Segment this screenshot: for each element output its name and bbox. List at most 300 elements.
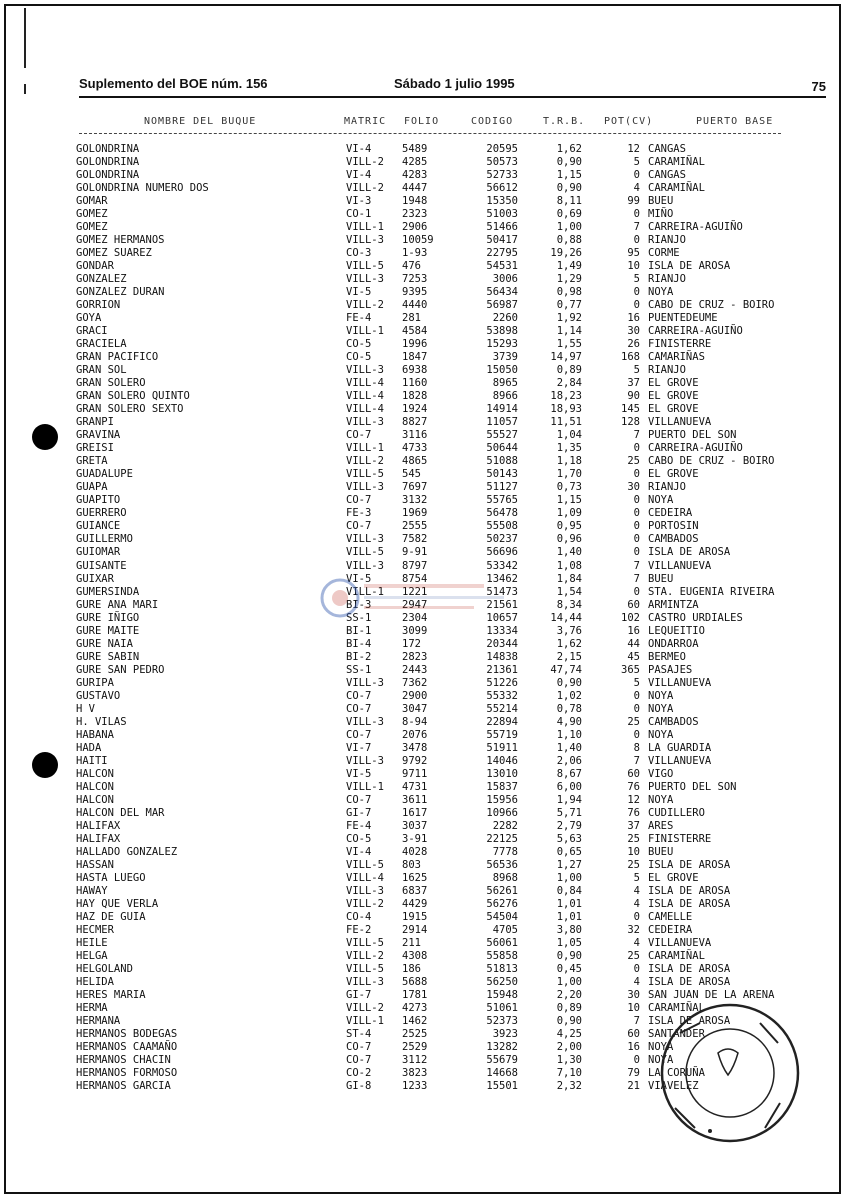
vessel-name: HAY QUE VERLA [76, 897, 159, 910]
codigo: 56987 [486, 299, 518, 312]
codigo: 51088 [486, 455, 518, 468]
vessel-name: GREISI [76, 442, 114, 455]
puerto-base: VIGO [648, 767, 674, 780]
folio: 1-93 [402, 247, 428, 260]
table-row [0, 260, 847, 273]
folio: 9395 [402, 286, 428, 299]
official-seal-stamp [640, 993, 800, 1153]
pot-cv: 0 [633, 533, 640, 546]
trb: 2,06 [556, 754, 582, 767]
trb: 1,35 [556, 442, 582, 455]
folio: 2443 [402, 663, 428, 676]
trb: 1,54 [556, 585, 582, 598]
puerto-base: NOYA [648, 494, 674, 507]
trb: 0,84 [556, 884, 582, 897]
puerto-base: CARAMIÑAL [648, 156, 705, 169]
matric: VILL-3 [346, 976, 384, 988]
table-row [0, 429, 847, 442]
codigo: 56261 [486, 884, 518, 897]
vessel-name: HERMANA [76, 1015, 121, 1028]
trb: 2,84 [556, 377, 582, 390]
vessel-name: GORRION [76, 299, 121, 312]
codigo: 15501 [486, 1080, 518, 1093]
vessel-name: GUADALUPE [76, 468, 133, 481]
folio: 2323 [402, 208, 428, 221]
folio: 1617 [402, 806, 428, 819]
puerto-base: PUERTO DEL SON [648, 429, 737, 442]
pot-cv: 5 [633, 364, 640, 377]
matric: CO-3 [346, 247, 372, 260]
pot-cv: 25 [627, 949, 640, 962]
pot-cv: 12 [627, 793, 640, 806]
folio: 3132 [402, 494, 428, 507]
table-row [0, 638, 847, 651]
folio: 172 [402, 637, 421, 650]
codigo: 15293 [486, 338, 518, 351]
matric: CO-7 [346, 1041, 372, 1054]
vessel-name: GUIXAR [76, 572, 114, 585]
table-row [0, 247, 847, 260]
vessel-name: GOMEZ [76, 221, 108, 234]
pot-cv: 30 [627, 325, 640, 338]
trb: 8,11 [556, 195, 582, 208]
puerto-base: SANTANDER [648, 1028, 705, 1041]
codigo: 55332 [486, 689, 518, 702]
vessel-name: GOLONDRINA NUMERO DOS [76, 182, 209, 195]
trb: 2,32 [556, 1080, 582, 1093]
watermark-logo [318, 559, 518, 632]
folio: 4273 [402, 1002, 428, 1015]
puerto-base: PASAJES [648, 663, 693, 676]
codigo: 56612 [486, 182, 518, 195]
vessel-name: GURIPA [76, 676, 114, 689]
folio: 9792 [402, 754, 428, 767]
trb: 8,67 [556, 767, 582, 780]
matric: VILL-5 [346, 546, 384, 559]
codigo: 53898 [486, 325, 518, 338]
codigo: 53342 [486, 559, 518, 572]
trb: 1,04 [556, 429, 582, 442]
vessel-name: HAWAY [76, 884, 108, 897]
matric: CO-7 [346, 728, 372, 741]
pot-cv: 128 [621, 416, 640, 429]
codigo: 8966 [492, 390, 518, 403]
folio: 9711 [402, 767, 428, 780]
trb: 1,70 [556, 468, 582, 481]
codigo: 50237 [486, 533, 518, 546]
folio: 8827 [402, 416, 428, 429]
codigo: 55719 [486, 728, 518, 741]
pot-cv: 0 [633, 494, 640, 507]
pot-cv: 102 [621, 611, 640, 624]
matric: VILL-1 [346, 1015, 384, 1028]
folio: 8797 [402, 559, 428, 572]
matric: VI-5 [346, 286, 372, 299]
codigo: 7778 [492, 845, 518, 858]
pot-cv: 60 [627, 767, 640, 780]
folio: 4028 [402, 845, 428, 858]
folio: 211 [402, 936, 421, 949]
matric: VILL-4 [346, 377, 384, 390]
pot-cv: 0 [633, 546, 640, 559]
vessel-name: GRACI [76, 325, 108, 338]
vessel-name: HADA [76, 741, 102, 754]
trb: 2,00 [556, 1041, 582, 1054]
vessel-name: GONZALEZ DURAN [76, 286, 165, 299]
scan-artifact [24, 84, 26, 94]
vessel-name: GUMERSINDA [76, 585, 140, 598]
matric: FE-3 [346, 507, 372, 520]
trb: 1,00 [556, 871, 582, 884]
codigo: 15050 [486, 364, 518, 377]
folio: 2304 [402, 611, 428, 624]
matric: VILL-5 [346, 858, 384, 871]
vessel-name: GUIOMAR [76, 546, 121, 559]
puerto-base: EL GROVE [648, 468, 699, 481]
trb: 1,14 [556, 325, 582, 338]
puerto-base: ISLA DE AROSA [648, 962, 731, 975]
table-row [0, 651, 847, 664]
folio: 4308 [402, 949, 428, 962]
puerto-base: BUEU [648, 195, 674, 208]
matric: VILL-4 [346, 871, 384, 884]
col-codigo: CODIGO [471, 116, 514, 127]
puerto-base: ISLA DE AROSA [648, 858, 731, 871]
folio: 7582 [402, 533, 428, 546]
matric: VILL-5 [346, 260, 384, 273]
matric: VILL-5 [346, 962, 384, 975]
folio: 1847 [402, 351, 428, 364]
puerto-base: NOYA [648, 286, 674, 299]
matric: VILL-2 [346, 455, 384, 468]
puerto-base: CEDEIRA [648, 923, 693, 936]
matric: VI-4 [346, 169, 372, 182]
table-row [0, 846, 847, 859]
trb: 1,30 [556, 1054, 582, 1067]
trb: 3,76 [556, 624, 582, 637]
pot-cv: 0 [633, 702, 640, 715]
table-row [0, 690, 847, 703]
pot-cv: 25 [627, 455, 640, 468]
puerto-base: NOYA [648, 1054, 674, 1067]
codigo: 2260 [492, 312, 518, 325]
folio: 545 [402, 468, 421, 481]
matric: VI-5 [346, 767, 372, 780]
trb: 0,65 [556, 845, 582, 858]
pot-cv: 8 [633, 741, 640, 754]
codigo: 22125 [486, 832, 518, 845]
pot-cv: 5 [633, 156, 640, 169]
puerto-base: NOYA [648, 689, 674, 702]
codigo: 56276 [486, 897, 518, 910]
trb: 0,90 [556, 949, 582, 962]
pot-cv: 4 [633, 884, 640, 897]
pot-cv: 44 [627, 637, 640, 650]
folio: 9-91 [402, 546, 428, 559]
codigo: 54531 [486, 260, 518, 273]
pot-cv: 168 [621, 351, 640, 364]
table-row [0, 182, 847, 195]
folio: 803 [402, 858, 421, 871]
folio: 3116 [402, 429, 428, 442]
puerto-base: LEQUEITIO [648, 624, 705, 637]
table-row [0, 351, 847, 364]
codigo: 55508 [486, 520, 518, 533]
puerto-base: RIANJO [648, 481, 686, 494]
puerto-base: CANGAS [648, 169, 686, 182]
matric: GI-7 [346, 806, 372, 819]
matric: CO-5 [346, 832, 372, 845]
codigo: 22795 [486, 247, 518, 260]
pot-cv: 0 [633, 234, 640, 247]
pot-cv: 7 [633, 429, 640, 442]
matric: VILL-1 [346, 442, 384, 455]
codigo: 50417 [486, 234, 518, 247]
trb: 1,18 [556, 455, 582, 468]
codigo: 56696 [486, 546, 518, 559]
matric: CO-4 [346, 910, 372, 923]
codigo: 13010 [486, 767, 518, 780]
puerto-base: CARAMIÑAL [648, 1002, 705, 1015]
trb: 1,09 [556, 507, 582, 520]
puerto-base: NOYA [648, 1041, 674, 1054]
vessel-name: GURE SABIN [76, 650, 140, 663]
vessel-name: HALCON [76, 793, 114, 806]
folio: 2906 [402, 221, 428, 234]
matric: FE-2 [346, 923, 372, 936]
trb: 47,74 [550, 663, 582, 676]
codigo: 10657 [486, 611, 518, 624]
vessel-name: GUILLERMO [76, 533, 133, 546]
trb: 4,25 [556, 1028, 582, 1041]
vessel-name: GURE SAN PEDRO [76, 663, 165, 676]
matric: VILL-3 [346, 416, 384, 429]
folio: 1828 [402, 390, 428, 403]
vessel-name: GURE IÑIGO [76, 611, 140, 624]
trb: 0,73 [556, 481, 582, 494]
vessel-name: GOMAR [76, 195, 108, 208]
table-row [0, 937, 847, 950]
puerto-base: LA GUARDIA [648, 741, 712, 754]
codigo: 10966 [486, 806, 518, 819]
puerto-base: PUERTO DEL SON [648, 780, 737, 793]
trb: 1,27 [556, 858, 582, 871]
matric: CO-7 [346, 429, 372, 442]
codigo: 56478 [486, 507, 518, 520]
folio: 5489 [402, 143, 428, 155]
col-folio: FOLIO [404, 116, 440, 127]
matric: CO-1 [346, 208, 372, 221]
puerto-base: VIAVELEZ [648, 1080, 699, 1093]
puerto-base: FINISTERRE [648, 338, 712, 351]
table-row [0, 950, 847, 963]
vessel-name: GRAN SOL [76, 364, 127, 377]
folio: 3611 [402, 793, 428, 806]
folio: 4429 [402, 897, 428, 910]
pot-cv: 0 [633, 520, 640, 533]
vessel-name: HALCON [76, 767, 114, 780]
codigo: 21561 [486, 598, 518, 611]
table-row [0, 169, 847, 182]
codigo: 51466 [486, 221, 518, 234]
matric: GI-7 [346, 989, 372, 1002]
pot-cv: 7 [633, 559, 640, 572]
table-row [0, 507, 847, 520]
vessel-name: HERMANOS CHACIN [76, 1054, 171, 1067]
codigo: 15948 [486, 989, 518, 1002]
pot-cv: 4 [633, 976, 640, 988]
vessel-name: GOMEZ [76, 208, 108, 221]
matric: VILL-1 [346, 325, 384, 338]
trb: 0,77 [556, 299, 582, 312]
trb: 0,90 [556, 1015, 582, 1028]
trb: 0,90 [556, 182, 582, 195]
table-row [0, 494, 847, 507]
vessel-name: HECMER [76, 923, 114, 936]
folio: 4731 [402, 780, 428, 793]
codigo: 50143 [486, 468, 518, 481]
trb: 19,26 [550, 247, 582, 260]
vessel-name: HALLADO GONZALEZ [76, 845, 178, 858]
trb: 14,97 [550, 351, 582, 364]
trb: 0,88 [556, 234, 582, 247]
puerto-base: VILLANUEVA [648, 754, 712, 767]
vessel-name: HERMANOS GARCIA [76, 1080, 171, 1093]
vessel-name: GUAPA [76, 481, 108, 494]
trb: 1,15 [556, 169, 582, 182]
puerto-base: ISLA DE AROSA [648, 260, 731, 273]
puerto-base: STA. EUGENIA RIVEIRA [648, 585, 775, 598]
trb: 2,79 [556, 819, 582, 832]
puerto-base: MIÑO [648, 208, 674, 221]
vessel-name: GUAPITO [76, 494, 121, 507]
pot-cv: 0 [633, 728, 640, 741]
pot-cv: 32 [627, 923, 640, 936]
table-row [0, 807, 847, 820]
codigo: 8968 [492, 871, 518, 884]
vessel-name: HELGOLAND [76, 962, 133, 975]
matric: CO-7 [346, 702, 372, 715]
puerto-base: CANGAS [648, 143, 686, 155]
vessel-name: HERMANOS FORMOSO [76, 1067, 178, 1080]
table-row [0, 286, 847, 299]
vessel-name: GURE MAITE [76, 624, 140, 637]
table-row [0, 377, 847, 390]
puerto-base: EL GROVE [648, 390, 699, 403]
trb: 4,90 [556, 715, 582, 728]
matric: VILL-2 [346, 182, 384, 195]
vessel-name: GUERRERO [76, 507, 127, 520]
folio: 476 [402, 260, 421, 273]
folio: 1462 [402, 1015, 428, 1028]
folio: 1996 [402, 338, 428, 351]
table-row [0, 234, 847, 247]
vessel-name: HELGA [76, 949, 108, 962]
matric: CO-7 [346, 689, 372, 702]
puerto-base: NOYA [648, 728, 674, 741]
pot-cv: 7 [633, 221, 640, 234]
codigo: 51061 [486, 1002, 518, 1015]
pot-cv: 90 [627, 390, 640, 403]
table-row [0, 468, 847, 481]
pot-cv: 30 [627, 481, 640, 494]
puerto-base: ISLA DE AROSA [648, 1015, 731, 1028]
table-row [0, 859, 847, 872]
matric: VILL-2 [346, 949, 384, 962]
puerto-base: VILLANUEVA [648, 936, 712, 949]
folio: 3112 [402, 1054, 428, 1067]
matric: VILL-3 [346, 676, 384, 689]
punch-hole [32, 752, 58, 778]
table-row [0, 533, 847, 546]
trb: 0,89 [556, 364, 582, 377]
matric: VILL-5 [346, 468, 384, 481]
trb: 1,08 [556, 559, 582, 572]
pot-cv: 37 [627, 819, 640, 832]
trb: 5,63 [556, 832, 582, 845]
folio: 3-91 [402, 832, 428, 845]
puerto-base: CAMBADOS [648, 533, 699, 546]
trb: 1,62 [556, 143, 582, 155]
puerto-base: CUDILLERO [648, 806, 705, 819]
trb: 1,15 [556, 494, 582, 507]
matric: SS-1 [346, 663, 372, 676]
folio: 281 [402, 312, 421, 325]
matric: VILL-1 [346, 780, 384, 793]
vessel-name: HASSAN [76, 858, 114, 871]
table-row [0, 143, 847, 156]
pot-cv: 7 [633, 572, 640, 585]
matric: VILL-1 [346, 221, 384, 234]
codigo: 20595 [486, 143, 518, 155]
codigo: 21361 [486, 663, 518, 676]
matric: VILL-3 [346, 234, 384, 247]
folio: 5688 [402, 976, 428, 988]
codigo: 56536 [486, 858, 518, 871]
codigo: 55765 [486, 494, 518, 507]
trb: 1,94 [556, 793, 582, 806]
puerto-base: CEDEIRA [648, 507, 693, 520]
matric: BI-4 [346, 637, 372, 650]
folio: 3037 [402, 819, 428, 832]
puerto-base: CABO DE CRUZ - BOIRO [648, 299, 775, 312]
puerto-base: PORTOSIN [648, 520, 699, 533]
codigo: 14668 [486, 1067, 518, 1080]
matric: CO-5 [346, 338, 372, 351]
pot-cv: 4 [633, 182, 640, 195]
pot-cv: 95 [627, 247, 640, 260]
pot-cv: 365 [621, 663, 640, 676]
folio: 7253 [402, 273, 428, 286]
puerto-base: PUENTEDEUME [648, 312, 718, 325]
table-row [0, 338, 847, 351]
puerto-base: CAMELLE [648, 910, 693, 923]
folio: 1160 [402, 377, 428, 390]
matric: CO-5 [346, 351, 372, 364]
puerto-base: ISLA DE AROSA [648, 976, 731, 988]
vessel-name: HELIDA [76, 976, 114, 988]
trb: 1,40 [556, 741, 582, 754]
trb: 3,80 [556, 923, 582, 936]
table-row [0, 729, 847, 742]
matric: FE-4 [346, 819, 372, 832]
folio: 6938 [402, 364, 428, 377]
trb: 1,55 [556, 338, 582, 351]
trb: 1,05 [556, 936, 582, 949]
col-pot: POT(CV) [604, 116, 654, 127]
table-row [0, 716, 847, 729]
trb: 0,45 [556, 962, 582, 975]
